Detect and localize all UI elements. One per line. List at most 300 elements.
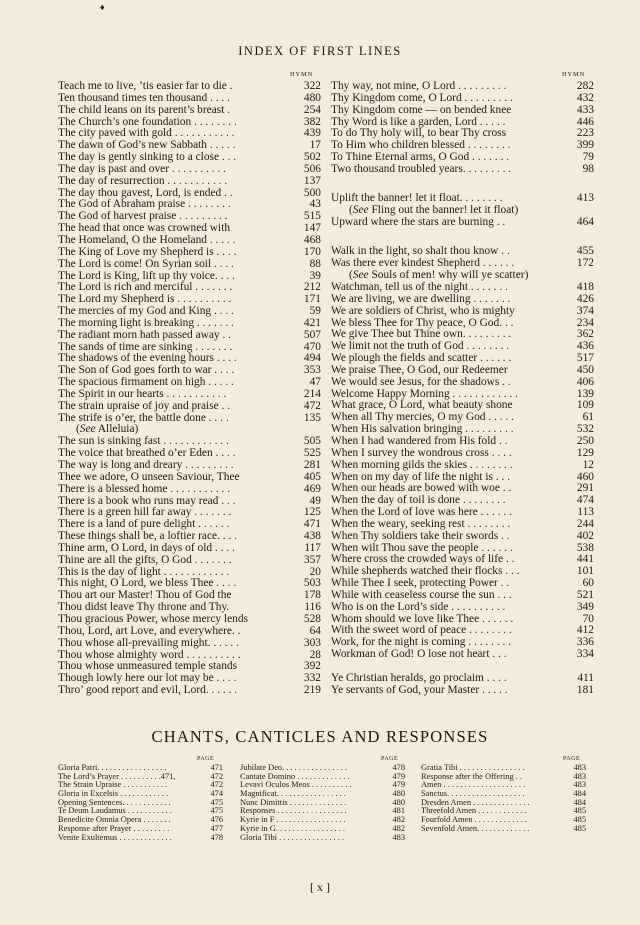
entry-number: 521: [576, 588, 594, 601]
entry-number: 478: [210, 832, 223, 842]
entry-text: The day thou gavest, Lord, is ended . .: [58, 186, 233, 199]
entry-number: 507: [303, 328, 321, 341]
entry-text: While shepherds watched their flocks . . .: [331, 565, 520, 578]
entry-text: The city paved with gold . . . . . . . . . . .: [58, 127, 235, 140]
entry-number: 212: [303, 281, 321, 294]
entry-number: 125: [303, 506, 321, 519]
index-entry: [58, 176, 321, 188]
index-entry: [58, 389, 321, 401]
entry-number: 515: [303, 210, 321, 223]
index-entry: [58, 105, 321, 117]
spacer: [331, 176, 594, 194]
hymn-column-header-right: HYMN: [562, 71, 586, 78]
entry-number: 475: [210, 806, 223, 816]
entry-number: 474: [210, 789, 223, 799]
entry-text: Thou, Lord, art Love, and everywhere. .: [58, 624, 241, 637]
index-entry: [58, 543, 321, 555]
entry-text: While with ceaseless course the sun . . .: [331, 588, 512, 601]
entry-number: 476: [210, 815, 223, 825]
entry-text: The Lord is King, lift up thy voice. . . .: [58, 269, 235, 282]
entry-text: Jubilate Deo. . . . . . . . . . . . . . . .: [240, 763, 348, 772]
entry-text: To do Thy holy will, to bear Thy cross: [331, 127, 507, 140]
entry-text: While Thee I seek, protecting Power . .: [331, 577, 510, 590]
entry-text: We would see Jesus, for the shadows . .: [331, 375, 511, 388]
entry-text: When the day of toil is done . . . . . . . .: [331, 494, 506, 507]
entry-number: 113: [577, 506, 594, 519]
entry-number: 480: [303, 91, 321, 104]
index-entry: [58, 472, 321, 484]
entry-number: 402: [576, 529, 594, 542]
entry-number: 254: [303, 103, 321, 116]
entry-text: There is a blessed home . . . . . . . . . . .: [58, 482, 231, 495]
entry-number: 485: [573, 815, 586, 825]
entry-number: 446: [576, 115, 594, 128]
entry-text: Fourfold Amen . . . . . . . . . . . . .: [421, 815, 527, 825]
entry-text: To Him who children blessed . . . . . . . .: [331, 139, 511, 152]
entry-text: Dresden Amen . . . . . . . . . . . . . .: [421, 797, 530, 807]
entry-text: When on my day of life the night is . . .: [331, 470, 511, 483]
entry-number: 117: [304, 541, 321, 554]
entry-number: 480: [392, 789, 405, 799]
index-entry: [331, 105, 594, 117]
entry-text: When I had wandered from His fold . .: [331, 434, 508, 447]
entry-number: 172: [576, 257, 594, 270]
chant-entry: [240, 834, 405, 843]
entry-text: The day is gently sinking to a close . . .: [58, 151, 237, 164]
entry-text: We give Thee but Thine own. . . . . . . . .: [331, 328, 512, 341]
entry-number: 282: [576, 80, 594, 92]
entry-text: The Spirit in our hearts . . . . . . . . . . .: [58, 387, 227, 400]
entry-text: Te Deum Laudamus . . . . . . . . . . .: [58, 806, 172, 816]
entry-text: Thou whose unmeasured temple stands: [58, 660, 238, 673]
entry-text: When Thy soldiers take their swords . .: [331, 529, 510, 542]
entry-number: 483: [392, 832, 405, 842]
entry-text: Upward where the stars are burning . .: [331, 216, 506, 229]
entry-text: The sands of time are sinking . . . . . . .: [58, 340, 233, 353]
entry-text: Venite Exultemus . . . . . . . . . . . . .: [58, 832, 172, 842]
entry-number: 478: [392, 763, 405, 772]
entry-text: There is a land of pure delight . . . . . .: [58, 518, 230, 531]
entry-number: 135: [303, 411, 321, 424]
entry-text: Where cross the crowded ways of life . .: [331, 553, 515, 566]
entry-number: 483: [573, 780, 586, 790]
entry-text: The mercies of my God and King . . . .: [58, 305, 234, 318]
entry-number: 500: [303, 186, 321, 199]
entry-number: 411: [577, 672, 594, 684]
entry-text: Thou whose almighty word . . . . . . . . . .: [58, 648, 241, 661]
entry-text: Thine arm, O Lord, in days of old . . . .: [58, 541, 235, 554]
entry-number: 12: [582, 458, 594, 471]
entry-number: 525: [303, 447, 321, 460]
entry-number: 98: [582, 162, 594, 175]
entry-number: 469: [303, 482, 321, 495]
corner-mark: ♦: [100, 2, 105, 12]
entry-text: The Lord is rich and merciful . . . . . . .: [58, 281, 233, 294]
entry-number: 303: [303, 636, 321, 649]
entry-number: 147: [303, 222, 321, 235]
entry-number: 392: [303, 660, 321, 673]
entry-text: Teach me to live, ’tis easier far to die .: [58, 80, 233, 92]
entry-number: 59: [309, 305, 321, 318]
entry-text: The way is long and dreary . . . . . . . . .: [58, 459, 234, 471]
entry-number: 439: [303, 127, 321, 140]
entry-number: 39: [309, 269, 321, 282]
chants-column-2: [240, 764, 405, 842]
entry-number: 129: [576, 446, 594, 459]
chant-entry: [58, 834, 223, 843]
entry-text: The morning light is breaking . . . . . . .: [58, 316, 234, 329]
entry-text: When His salvation bringing . . . . . . . . .: [331, 423, 514, 436]
page-column-header-2: PAGE: [381, 756, 399, 762]
index-entry: [331, 460, 594, 472]
entry-text: Opening Sentences. . . . . . . . . . . .: [58, 797, 171, 807]
entry-number: 281: [303, 459, 321, 471]
entry-number: 336: [576, 636, 594, 649]
entry-number: 506: [303, 162, 321, 175]
entry-text: Gloria Patri. . . . . . . . . . . . . . . . .: [58, 763, 167, 772]
entry-number: 441: [576, 553, 594, 566]
entry-text: Thou art our Master! Thou of God the: [58, 589, 232, 602]
entry-text: Work, for the night is coming . . . . . . . .: [331, 636, 512, 649]
entry-number: 244: [576, 517, 594, 530]
entry-number: 412: [576, 624, 594, 637]
entry-text: Benedicite Omnia Opera . . . . . . .: [58, 815, 171, 825]
entry-text: The strife is o’er, the battle done . . . .: [58, 411, 229, 424]
entry-number: 472: [210, 771, 223, 781]
entry-number: 406: [576, 375, 594, 388]
entry-text: Thy Kingdom come — on bended knee: [331, 103, 512, 116]
chants-column-3: [421, 764, 586, 834]
index-entry: [331, 365, 594, 377]
entry-number: 470: [303, 340, 321, 353]
entry-number: 471: [210, 763, 223, 772]
entry-text: The Son of God goes forth to war . . . .: [58, 364, 235, 377]
index-entry: [331, 164, 594, 176]
entry-number: 47: [309, 376, 321, 389]
entry-text: Ten thousand times ten thousand . . . .: [58, 91, 230, 104]
entry-text: Kyrie in F . . . . . . . . . . . . . . . . .: [240, 815, 346, 825]
entry-text: We are soldiers of Christ, who is mighty: [331, 304, 515, 317]
entry-number: 479: [392, 771, 405, 781]
entry-number: 374: [576, 304, 594, 317]
entry-text: (See Alleluia): [76, 423, 139, 436]
index-entry: [331, 448, 594, 460]
entry-text: Response after the Offering . .: [421, 771, 523, 781]
entry-number: 64: [309, 624, 321, 637]
entry-text: Two thousand troubled years. . . . . . . . .: [331, 162, 512, 175]
section-title: CHANTS, CANTICLES AND RESPONSES: [151, 727, 489, 746]
entry-text: Nunc Dimittis . . . . . . . . . . . . . .: [240, 797, 347, 807]
entry-text: The radiant morn hath passed away . .: [58, 328, 232, 341]
entry-text: There is a book who runs may read . . .: [58, 494, 236, 507]
entry-number: 471: [303, 518, 321, 531]
page-number: [ x ]: [310, 880, 330, 894]
entry-number: 178: [303, 589, 321, 602]
entry-number: 362: [576, 328, 594, 341]
entry-number: 116: [304, 601, 321, 614]
entry-number: 484: [573, 789, 586, 799]
entry-text: The Lord’s Prayer . . . . . . . . . .471,: [58, 771, 176, 781]
entry-text: Workman of God! O lose not heart . . .: [331, 648, 507, 661]
entry-number: 405: [303, 470, 321, 483]
entry-text: The day of resurrection . . . . . . . . . . .: [58, 174, 228, 187]
entry-number: 139: [576, 387, 594, 400]
entry-number: 483: [573, 771, 586, 781]
entry-number: 450: [576, 363, 594, 376]
index-entry: [331, 590, 594, 602]
entry-text: The sun is sinking fast . . . . . . . . . . . .: [58, 435, 229, 448]
entry-text: The Homeland, O the Homeland . . . . .: [58, 233, 236, 246]
entry-number: 438: [303, 530, 321, 543]
entry-number: 421: [303, 316, 321, 329]
entry-text: There is a green hill far away . . . . . . .: [58, 506, 232, 519]
entry-text: The day is past and over . . . . . . . . . .: [58, 162, 226, 175]
index-entry: [58, 259, 321, 271]
entry-number: 472: [210, 780, 223, 790]
right-column: [331, 81, 594, 697]
entry-text: Levavi Oculos Meos . . . . . . . . . .: [240, 780, 352, 790]
entry-number: 60: [582, 577, 594, 590]
entry-number: 475: [210, 797, 223, 807]
entry-number: 460: [576, 470, 594, 483]
entry-text: When the Lord of love was here . . . . . .: [331, 506, 512, 519]
entry-text: The head that once was crowned with: [58, 222, 231, 235]
index-entry: [331, 519, 594, 531]
entry-text: Ye Christian heralds, go proclaim . . . .: [331, 672, 507, 684]
entry-text: The child leans on its parent’s breast .: [58, 103, 231, 116]
entry-number: 472: [303, 399, 321, 412]
entry-text: We plough the fields and scatter . . . . . .: [331, 352, 512, 365]
entry-number: 485: [573, 823, 586, 833]
page-title: INDEX OF FIRST LINES: [238, 44, 402, 58]
entry-number: 79: [582, 151, 594, 164]
entry-text: This night, O Lord, we bless Thee . . . .: [58, 577, 237, 590]
entry-number: 413: [576, 192, 594, 205]
entry-text: Thy way, not mine, O Lord . . . . . . . . .: [331, 80, 507, 92]
entry-text: Cantate Domino . . . . . . . . . . . . .: [240, 771, 350, 781]
entry-number: 477: [210, 823, 223, 833]
entry-number: 436: [576, 340, 594, 353]
entry-text: We praise Thee, O God, our Redeemer: [331, 363, 508, 376]
index-entry: [58, 685, 321, 697]
entry-number: 484: [573, 797, 586, 807]
index-entry: [331, 306, 594, 318]
entry-number: 433: [576, 103, 594, 116]
entry-text: Walk in the light, so shalt thou know . .: [331, 245, 510, 258]
entry-text: Thro’ good report and evil, Lord. . . . . .: [58, 684, 238, 697]
entry-text: The Strain Upraise . . . . . . . . . . .: [58, 780, 168, 790]
entry-text: Gloria in Excelsis . . . . . . . . . . . .: [58, 789, 169, 799]
entry-text: (See Fling out the banner! let it float): [349, 204, 519, 217]
entry-text: The King of Love my Shepherd is . . . .: [58, 245, 237, 258]
entry-text: Thy Word is like a garden, Lord . . . . .: [331, 115, 506, 128]
entry-number: 517: [576, 352, 594, 365]
entry-number: 291: [576, 482, 594, 495]
index-entry: [331, 685, 594, 697]
entry-text: The shadows of the evening hours . . . .: [58, 352, 237, 365]
entry-number: 528: [303, 612, 321, 625]
entry-number: 532: [576, 423, 594, 436]
entry-text: Threefold Amen . . . . . . . . . . . .: [421, 806, 527, 816]
entry-text: The strain upraise of joy and praise . .: [58, 399, 231, 412]
entry-number: 353: [303, 364, 321, 377]
entry-text: Thou gracious Power, whose mercy lends: [58, 612, 248, 625]
index-entry: [58, 484, 321, 496]
entry-number: 357: [303, 553, 321, 566]
entry-number: 250: [576, 434, 594, 447]
index-entry: [58, 626, 321, 638]
entry-number: 349: [576, 600, 594, 613]
entry-text: Though lowly here our lot may be . . . .: [58, 672, 237, 685]
entry-text: The voice that breathed o’er Eden . . . .: [58, 447, 236, 460]
entry-text: When wilt Thou save the people . . . . . .: [331, 541, 513, 554]
index-entry: [58, 247, 321, 259]
entry-text: The Church’s one foundation . . . . . . . .: [58, 115, 237, 128]
entry-text: When our heads are bowed with woe . .: [331, 482, 512, 495]
entry-number: 505: [303, 435, 321, 448]
entry-number: 223: [576, 127, 594, 140]
entry-text: Sanctus. . . . . . . . . . . . . . . . . . .: [421, 789, 525, 799]
entry-text: Amen . . . . . . . . . . . . . . . . . . . .: [421, 780, 526, 790]
index-entry: [331, 294, 594, 306]
entry-number: 468: [303, 233, 321, 246]
entry-text: Thine are all the gifts, O God . . . . . . .: [58, 553, 232, 566]
entry-number: 70: [582, 612, 594, 625]
entry-text: This is the day of light . . . . . . . . . . . .: [58, 565, 230, 578]
entry-number: 234: [576, 316, 594, 329]
entry-number: 61: [582, 411, 594, 424]
entry-text: We are living, we are dwelling . . . . . . .: [331, 292, 511, 305]
entry-number: 432: [576, 91, 594, 104]
index-entry: [58, 638, 321, 650]
entry-number: 332: [303, 672, 321, 685]
entry-number: 20: [309, 565, 321, 578]
entry-text: Who is on the Lord’s side . . . . . . . . . .: [331, 600, 506, 613]
entry-text: We bless Thee for Thy peace, O God. . .: [331, 316, 514, 329]
entry-text: The dawn of God’s new Sabbath . . . . .: [58, 139, 236, 152]
entry-number: 137: [303, 174, 321, 187]
entry-text: Uplift the banner! let it float. . . . . . . .: [331, 192, 503, 205]
entry-text: To Thine Eternal arms, O God . . . . . . .: [331, 151, 510, 164]
entry-number: 17: [309, 139, 321, 152]
entry-text: These things shall be, a loftier race. . . .: [58, 530, 238, 543]
entry-number: 418: [576, 281, 594, 293]
entry-text: Response after Prayer . . . . . . . . .: [58, 823, 170, 833]
entry-text: Gratia Tibi . . . . . . . . . . . . . . . .: [421, 763, 525, 772]
entry-number: 502: [303, 151, 321, 164]
entry-number: 28: [309, 648, 321, 661]
entry-number: 214: [303, 387, 321, 400]
page-column-header-1: PAGE: [197, 756, 215, 762]
index-entry: [58, 330, 321, 342]
index-entry: [58, 401, 321, 413]
entry-number: 482: [392, 823, 405, 833]
entry-text: The God of harvest praise . . . . . . . . .: [58, 210, 228, 223]
entry-text: With the sweet word of peace . . . . . . . .: [331, 624, 512, 637]
entry-text: Thou whose all-prevailing might. . . . . .: [58, 636, 239, 649]
entry-number: 503: [303, 577, 321, 590]
entry-text: When I survey the wondrous cross . . . .: [331, 446, 512, 459]
entry-text: What grace, O Lord, what beauty shone: [331, 399, 513, 412]
entry-number: 426: [576, 292, 594, 305]
index-entry: [58, 164, 321, 176]
index-entry: [331, 93, 594, 105]
entry-text: (See Souls of men! why will ye scatter): [349, 269, 529, 282]
page-column-header-3: PAGE: [563, 756, 581, 762]
entry-text: Gloria Tibi . . . . . . . . . . . . . . . .: [240, 832, 344, 842]
entry-number: 455: [576, 245, 594, 258]
entry-number: 382: [303, 115, 321, 128]
entry-text: Magnificat. . . . . . . . . . . . . . . . .: [240, 789, 346, 799]
entry-text: When morning gilds the skies . . . . . . . .: [331, 458, 513, 471]
index-entry: [331, 531, 594, 543]
index-entry: [58, 93, 321, 105]
entry-number: 485: [573, 806, 586, 816]
entry-number: 219: [303, 684, 321, 697]
entry-text: We limit not the truth of God . . . . . . . .: [331, 340, 510, 353]
entry-text: Ye servants of God, your Master . . . . .: [331, 683, 508, 696]
entry-number: 494: [303, 352, 321, 365]
entry-number: 49: [309, 494, 321, 507]
entry-number: 109: [576, 399, 594, 412]
entry-number: 474: [576, 494, 594, 507]
entry-text: When all Thy mercies, O my God . . . . .: [331, 411, 514, 424]
entry-text: When the weary, seeking rest . . . . . . . .: [331, 517, 511, 530]
entry-number: 538: [576, 541, 594, 554]
entry-text: Responses . . . . . . . . . . . . . . . . .: [240, 806, 347, 816]
entry-number: 399: [576, 139, 594, 152]
index-entry: [331, 377, 594, 389]
chants-column-1: [58, 764, 223, 842]
entry-text: Sevenfold Amen. . . . . . . . . . . . .: [421, 823, 530, 833]
chant-entry: [421, 825, 586, 834]
left-column: [58, 81, 321, 697]
index-entry: [331, 217, 594, 229]
entry-text: Welcome Happy Morning . . . . . . . . . . . .: [331, 387, 518, 400]
entry-text: Thou didst leave Thy throne and Thy.: [58, 601, 230, 614]
index-entry: [58, 318, 321, 330]
entry-number: 43: [309, 198, 321, 211]
entry-number: 322: [303, 80, 321, 92]
entry-text: The Lord is come! On Syrian soil . . . .: [58, 257, 234, 270]
entry-number: 464: [576, 216, 594, 229]
entry-text: Watchman, tell us of the night . . . . . . .: [331, 281, 508, 293]
entry-text: Thy Kingdom come, O Lord . . . . . . . . .: [331, 91, 513, 104]
index-entry: [331, 602, 594, 614]
entry-number: 334: [576, 648, 594, 661]
index-entry: [331, 649, 594, 661]
entry-number: 480: [392, 797, 405, 807]
entry-number: 88: [309, 257, 321, 270]
entry-text: The God of Abraham praise . . . . . . . .: [58, 198, 231, 211]
entry-number: 171: [303, 293, 321, 306]
entry-text: The spacious firmament on high . . . . .: [58, 376, 234, 389]
entry-number: 170: [303, 245, 321, 258]
entry-number: 483: [573, 763, 586, 772]
entry-text: The Lord my Shepherd is . . . . . . . . . .: [58, 293, 232, 306]
entry-number: 479: [392, 780, 405, 790]
entry-number: 101: [576, 565, 594, 578]
entry-text: Kyrie in G. . . . . . . . . . . . . . . . .: [240, 823, 345, 833]
entry-number: 482: [392, 815, 405, 825]
entry-text: Whom should we love like Thee . . . . . .: [331, 612, 514, 625]
entry-text: Was there ever kindest Shepherd . . . . . .: [331, 257, 515, 270]
entry-text: Thee we adore, O unseen Saviour, Thee: [58, 470, 240, 483]
spacer: [331, 229, 594, 247]
entry-number: 481: [392, 806, 405, 816]
hymn-column-header-left: HYMN: [290, 71, 314, 78]
entry-number: 181: [576, 683, 594, 696]
